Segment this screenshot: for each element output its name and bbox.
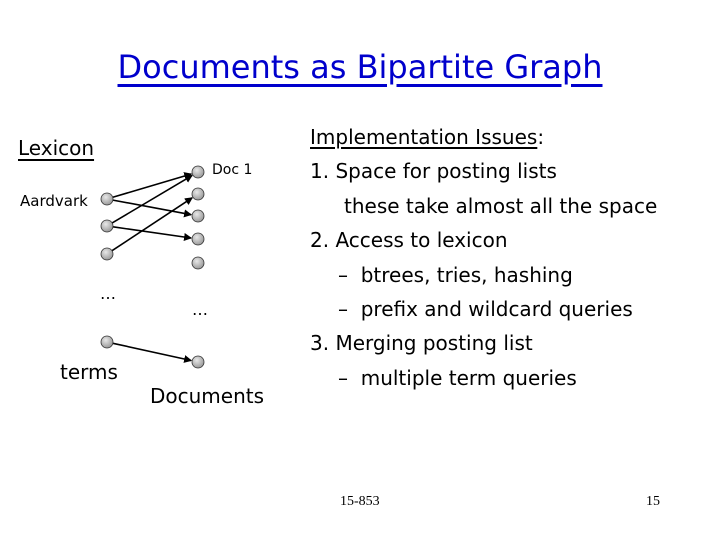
slide-title: Documents as Bipartite Graph <box>117 48 603 86</box>
issue-line: these take almost all the space <box>344 193 658 218</box>
first-doc-label: Doc 1 <box>212 162 253 178</box>
graph-edge <box>113 227 191 238</box>
graph-edge <box>113 200 191 215</box>
document-node <box>192 233 204 245</box>
document-node <box>192 188 204 200</box>
documents-label: Documents <box>150 384 265 408</box>
issues-heading-line <box>310 120 657 154</box>
issues-heading-colon: : <box>537 125 545 149</box>
issue-line: – prefix and wildcard queries <box>338 297 633 322</box>
document-node <box>192 166 204 178</box>
issue-line: – multiple term queries <box>338 365 577 390</box>
implementation-issues <box>310 120 657 395</box>
terms-label: terms <box>60 360 118 384</box>
term-ellipsis: … <box>100 284 116 303</box>
issues-list <box>310 154 657 395</box>
issues-heading: Implementation Issues <box>310 125 538 149</box>
graph-edge <box>112 198 192 251</box>
graph-edge <box>113 174 192 197</box>
issue-line: 2. Access to lexicon <box>310 228 508 253</box>
graph-edge <box>113 343 191 360</box>
doc-ellipsis: … <box>192 300 208 319</box>
issue-line: 1. Space for posting lists <box>310 159 557 184</box>
document-node <box>192 210 204 222</box>
term-node <box>101 248 113 260</box>
lexicon-label: Lexicon <box>18 136 95 160</box>
page-number: 15 <box>646 494 660 509</box>
term-node <box>101 220 113 232</box>
term-node <box>101 193 113 205</box>
document-node <box>192 257 204 269</box>
first-term-label: Aardvark <box>20 192 88 210</box>
issue-line: 3. Merging posting list <box>310 331 533 356</box>
graph-edge <box>112 176 192 223</box>
term-node <box>101 336 113 348</box>
document-node <box>192 356 204 368</box>
course-number: 15-853 <box>340 494 380 509</box>
issue-line: – btrees, tries, hashing <box>338 262 573 287</box>
